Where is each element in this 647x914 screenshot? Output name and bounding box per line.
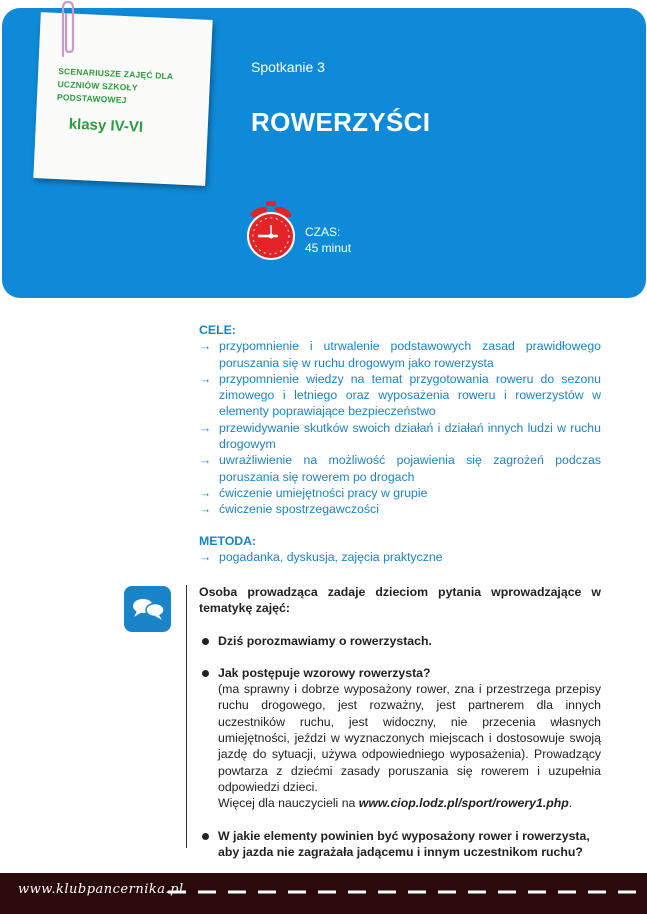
alarm-clock-icon xyxy=(244,199,298,261)
chat-bubbles-icon xyxy=(124,586,171,632)
goal-item: → przypomnienie i utrwalenie podstawowych zasad prawidłowego poruszania się w ruchu drogowym jako rowerzysta xyxy=(199,339,601,370)
method-item: → pogadanka, dyskusja, zajęcia praktyczne xyxy=(199,550,443,565)
method-section xyxy=(199,533,601,566)
goal-item: → uwrażliwienie na możliwość pojawienia się zagrożeń podczas poruszania się rowerem po drogach xyxy=(199,453,601,484)
note-grade: klasy IV-VI xyxy=(68,115,144,136)
intro-text: Osoba prowadząca zadaje dzieciom pytania wprowadzające w tematykę zajęć: xyxy=(199,585,601,616)
question-item: Jak postępuje wzorowy rowerzysta? (ma sprawny i dobrze wyposażony rower, zna i przestrzega przepisy ruchu drogowego, jest rozważny, jest partnerem dla innych uczestników ruchu, jest widoczny, nie przecenia własnych umiejętności, jeździ w wyznaczonych miejscach i dostosowuje swoją jazdę do sytuacji, używa odpowiedniego wyposażenia). Prowadzący powtarza z dziećmi zasady poruszania się rowerem i uzupełnia odpowiedzi dzieci. Więcej dla nauczycieli na www.ciop.lodz.pl/sport/rowery1.php. xyxy=(199,665,601,812)
time-value: 45 minut xyxy=(305,241,352,255)
question-item: Dziś porozmawiamy o rowerzystach. xyxy=(199,633,601,649)
bullet-icon xyxy=(202,670,209,677)
bullet-icon xyxy=(202,638,209,645)
arrow-right-icon: → xyxy=(199,339,212,354)
lesson-body xyxy=(199,584,601,860)
arrow-right-icon: → xyxy=(199,502,212,517)
answer-text: (ma sprawny i dobrze wyposażony rower, zna i przestrzega przepisy ruchu drogowego, jest rozważny, jest partnerem dla innych uczestników ruchu, jest widoczny, nie przecenia własnych umiejętności, jeździ w wyznaczonych miejscach i dostosowuje swoją jazdę do sytuacji, używa odpowiedniego wyposażenia). Prowadzący powtarza z dziećmi zasady poruszania się rowerem i uzupełnia odpowiedzi dzieci. xyxy=(218,682,601,794)
goal-item: → ćwiczenie spostrzegawczości xyxy=(199,502,379,517)
goal-item: → ćwiczenie umiejętności pracy w grupie xyxy=(199,485,428,500)
page-title: ROWERZYŚCI xyxy=(251,107,431,137)
bullet-icon xyxy=(202,833,209,840)
footer-brand[interactable]: www.klubpancernika.pl xyxy=(18,882,184,897)
footer-bar xyxy=(0,873,647,914)
dashed-line xyxy=(168,890,638,894)
method-heading: METODA: xyxy=(199,534,257,548)
arrow-right-icon: → xyxy=(199,550,212,565)
arrow-right-icon: → xyxy=(199,453,212,468)
goals-heading: CELE: xyxy=(199,323,236,337)
goal-item: → przypomnienie wiedzy na temat przygotowania roweru do sezonu zimowego i letniego oraz wyposażenia roweru i rowerzystów w elementy poprawiające bezpieczeństwo xyxy=(199,371,601,419)
goal-item: → przewidywanie skutków swoich działań i działań innych ludzi w ruchu drogowym xyxy=(199,420,601,452)
paperclip-icon xyxy=(55,0,81,60)
note-subtitle: SCENARIUSZE ZAJĘĆ DLA UCZNIÓW SZKOŁY PODSTAWOWEJ xyxy=(56,66,174,106)
arrow-right-icon: → xyxy=(199,485,212,500)
time-label: CZAS: xyxy=(305,225,341,239)
goals-section xyxy=(199,322,601,518)
question-item: W jakie elementy powinien być wyposażony rower i rowerzysta, aby jazda nie zagrażała jadącemu i innym uczestnikom ruchu? xyxy=(199,828,601,861)
reference-link[interactable]: www.ciop.lodz.pl/sport/rowery1.php xyxy=(358,796,569,811)
more-info: Więcej dla nauczycieli na www.ciop.lodz.pl/sport/rowery1.php. xyxy=(218,796,573,811)
meeting-number: Spotkanie 3 xyxy=(251,59,325,75)
arrow-right-icon: → xyxy=(199,371,212,386)
divider-line xyxy=(186,585,187,848)
arrow-right-icon: → xyxy=(199,420,212,435)
